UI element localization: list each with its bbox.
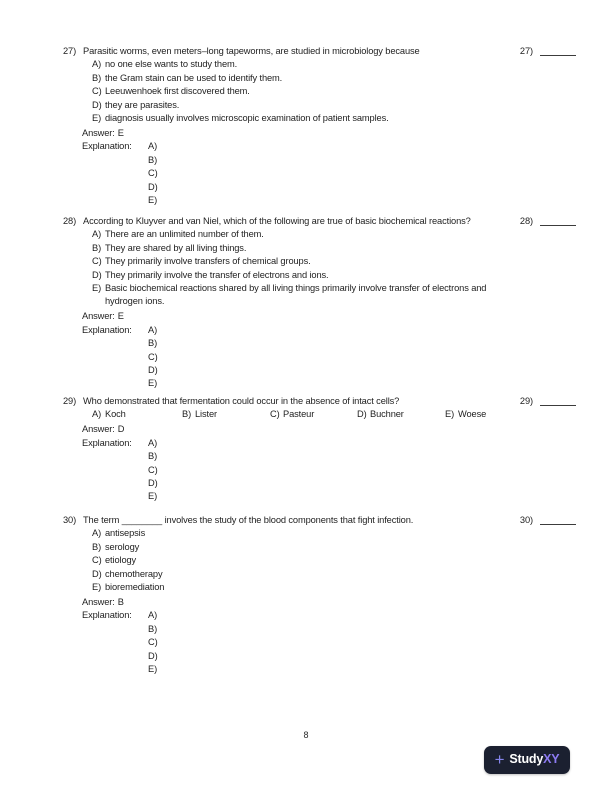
explanation-label: Explanation: <box>82 324 132 335</box>
option-label: B) <box>182 409 192 420</box>
explanation-item: E) <box>148 663 158 674</box>
explanation-item: E) <box>148 491 158 502</box>
answer-label: Answer: <box>82 424 115 435</box>
option <box>92 255 576 268</box>
explanation <box>82 324 576 391</box>
explanation-item: D) <box>148 650 158 661</box>
option <box>92 527 576 540</box>
question-text: According to Kluyver and van Niel, which of the following are true of basic biochemical reactions? <box>83 216 471 226</box>
option <box>92 112 576 125</box>
answer-blank <box>516 45 576 58</box>
explanation-items <box>148 140 158 207</box>
logo-xy-text: XY <box>543 752 560 767</box>
question-30 <box>63 514 576 676</box>
logo-wordmark <box>509 753 559 766</box>
option-label: E) <box>92 113 102 124</box>
answer-value: E <box>117 127 124 138</box>
option-text: Lister <box>195 409 218 420</box>
page-number: 8 <box>303 730 309 740</box>
explanation-item: B) <box>148 623 158 634</box>
explanation-item: B) <box>148 338 158 349</box>
explanation-item: B) <box>148 451 158 462</box>
option <box>92 228 576 241</box>
option-text: they are parasites. <box>105 99 180 110</box>
explanation-item: B) <box>148 154 158 165</box>
options-list <box>92 527 576 594</box>
question-stem <box>63 395 576 408</box>
explanation-item: A) <box>148 610 158 621</box>
option-label: E) <box>445 409 455 420</box>
explanation-item: A) <box>148 141 158 152</box>
question-text: Parasitic worms, even meters–long tapeworms, are studied in microbiology because <box>83 46 420 56</box>
answer-row <box>82 423 576 436</box>
answer-label: Answer: <box>82 311 115 322</box>
option <box>92 85 576 98</box>
option-text: antisepsis <box>105 528 146 539</box>
option <box>182 408 270 421</box>
explanation-item: C) <box>148 168 158 179</box>
option-label: D) <box>92 99 102 110</box>
answer-blank-number: 29) <box>519 396 533 406</box>
option-label: B) <box>92 242 102 253</box>
explanation-item: D) <box>148 364 158 375</box>
option <box>445 408 486 421</box>
question-number: 29) <box>63 396 77 406</box>
question-number: 28) <box>63 216 77 226</box>
plus-icon: + <box>494 750 505 769</box>
option-text: Leeuwenhoek first discovered them. <box>105 86 250 97</box>
answer-blank-number: 28) <box>519 216 533 226</box>
option-label: B) <box>92 72 102 83</box>
option <box>92 581 576 594</box>
option-label: A) <box>92 528 102 539</box>
explanation-item: D) <box>148 181 158 192</box>
answer-blank-line <box>540 45 576 56</box>
option-text: the Gram stain can be used to identify them. <box>105 72 283 83</box>
option-text: They primarily involve transfers of chemical groups. <box>105 256 311 267</box>
explanation-items <box>148 437 158 504</box>
option-label: B) <box>92 541 102 552</box>
option-text: There are an unlimited number of them. <box>105 229 264 240</box>
question-stem <box>63 45 576 58</box>
explanation-item: C) <box>148 637 158 648</box>
explanation <box>82 437 576 504</box>
explanation-items <box>148 324 158 391</box>
explanation-item: E) <box>148 378 158 389</box>
option <box>92 269 576 282</box>
answer-label: Answer: <box>82 596 115 607</box>
option-label: C) <box>92 86 102 97</box>
question-27 <box>63 45 576 207</box>
option-label: A) <box>92 409 102 420</box>
options-list <box>92 228 576 308</box>
answer-blank-line <box>540 215 576 226</box>
question-28 <box>63 215 576 391</box>
question-stem <box>63 514 576 527</box>
answer-blank-line <box>540 514 576 525</box>
studyxy-logo <box>484 746 570 774</box>
option-label: D) <box>92 568 102 579</box>
question-text: The term ________ involves the study of the blood components that fight infection. <box>83 515 414 525</box>
logo-study-text: Study <box>509 752 544 767</box>
option-text: diagnosis usually involves microscopic examination of patient samples. <box>105 113 389 124</box>
option-text: Woese <box>458 409 487 420</box>
option-label: D) <box>357 409 367 420</box>
explanation-item: A) <box>148 324 158 335</box>
answer-value: E <box>117 311 124 322</box>
explanation-item: C) <box>148 464 158 475</box>
explanation <box>82 140 576 207</box>
explanation-item: C) <box>148 351 158 362</box>
option <box>92 242 576 255</box>
options-list <box>92 408 576 421</box>
option <box>357 408 445 421</box>
option <box>92 72 576 85</box>
explanation-item: A) <box>148 437 158 448</box>
option-text: bioremediation <box>105 582 165 593</box>
option-label: C) <box>92 256 102 267</box>
option-text: They are shared by all living things. <box>105 242 247 253</box>
option <box>270 408 357 421</box>
question-number: 30) <box>63 515 77 525</box>
option-text: no one else wants to study them. <box>105 59 238 70</box>
answer-row <box>82 596 576 609</box>
option-label: A) <box>92 229 102 240</box>
option-label: D) <box>92 269 102 280</box>
option-text: serology <box>105 541 140 552</box>
option <box>92 568 576 581</box>
question-number: 27) <box>63 46 77 56</box>
answer-blank <box>516 514 576 527</box>
option <box>92 541 576 554</box>
option-text: chemotherapy <box>105 568 163 579</box>
option-text: Pasteur <box>283 409 315 420</box>
answer-value: D <box>117 424 125 435</box>
explanation-item: E) <box>148 194 158 205</box>
answer-blank-number: 27) <box>519 46 533 56</box>
option <box>92 554 576 567</box>
option-label: A) <box>92 59 102 70</box>
answer-row <box>82 310 576 323</box>
option-label: E) <box>92 582 102 593</box>
option-text: Basic biochemical reactions shared by all living things primarily involve transfer of electrons and hydrogen ions. <box>105 283 487 307</box>
option <box>92 408 182 421</box>
option-text: They primarily involve the transfer of electrons and ions. <box>105 269 329 280</box>
option <box>92 58 576 71</box>
option-text: Koch <box>105 409 126 420</box>
answer-blank <box>516 215 576 228</box>
option-label: C) <box>92 555 102 566</box>
options-list <box>92 58 576 125</box>
answer-blank-line <box>540 395 576 406</box>
explanation-label: Explanation: <box>82 437 132 448</box>
option-text: etiology <box>105 555 137 566</box>
explanation <box>82 609 576 676</box>
question-text: Who demonstrated that fermentation could occur in the absence of intact cells? <box>83 396 400 406</box>
option-text: Buchner <box>370 409 404 420</box>
explanation-label: Explanation: <box>82 610 132 621</box>
option <box>92 282 576 309</box>
answer-row <box>82 127 576 140</box>
explanation-items <box>148 609 158 676</box>
answer-blank-number: 30) <box>519 515 533 525</box>
option-label: C) <box>270 409 280 420</box>
answer-blank <box>516 395 576 408</box>
explanation-label: Explanation: <box>82 141 132 152</box>
option-label: E) <box>92 283 102 294</box>
question-29 <box>63 395 576 504</box>
answer-label: Answer: <box>82 127 115 138</box>
answer-value: B <box>117 596 124 607</box>
question-stem <box>63 215 576 228</box>
option <box>92 99 576 112</box>
explanation-item: D) <box>148 477 158 488</box>
